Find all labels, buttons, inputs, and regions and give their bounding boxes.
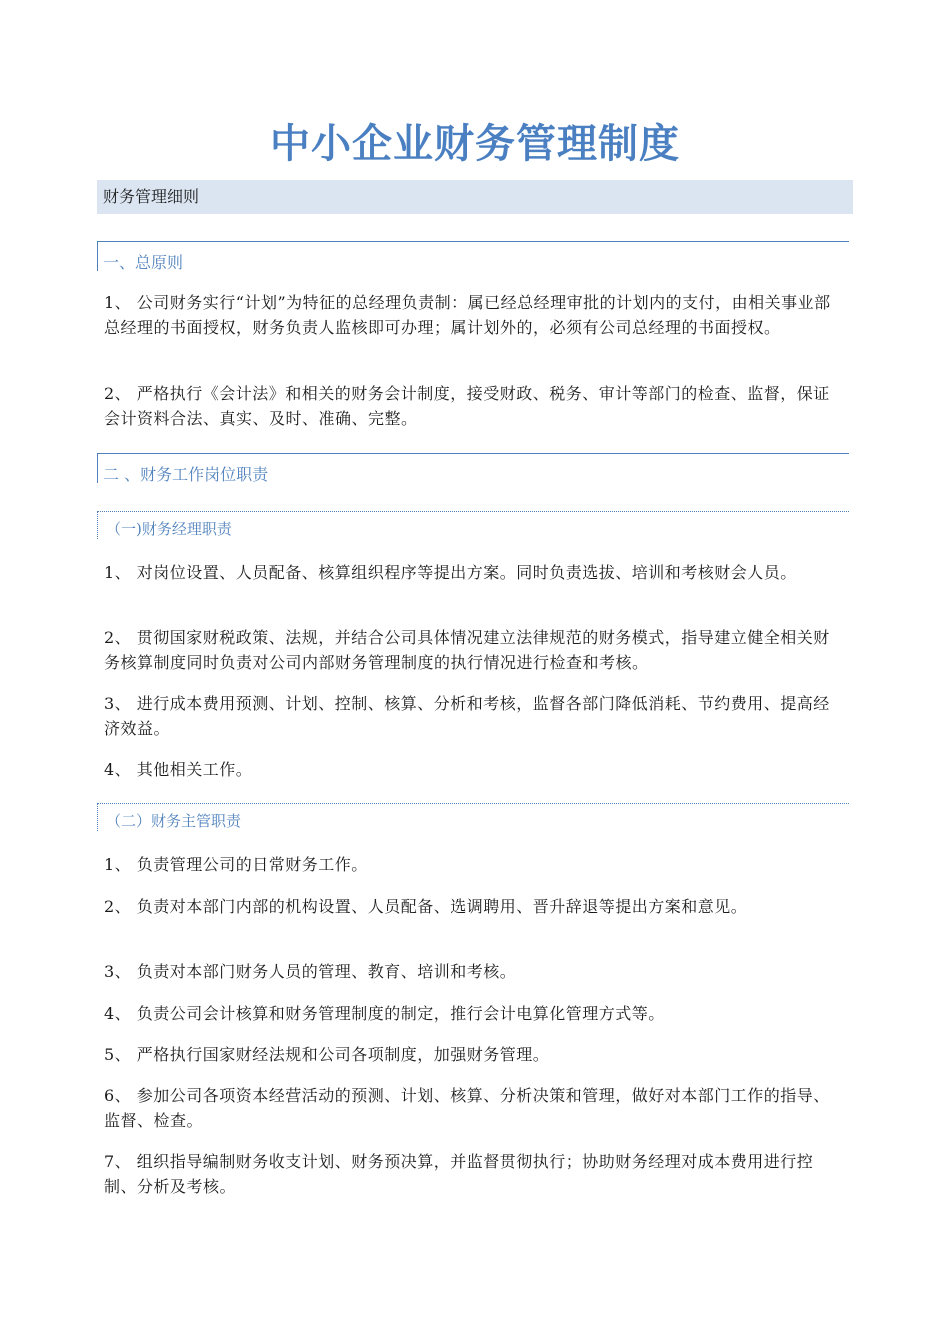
paragraph: 1、 负责管理公司的日常财务工作。	[104, 855, 368, 874]
paragraph: 2、 严格执行《会计法》和相关的财务会计制度，接受财政、税务、审计等部门的检查、监督，保证会计资料合法、真实、及时、准确、完整。	[104, 384, 830, 428]
subsection-heading-finance-manager: （一)财务经理职责	[97, 511, 849, 539]
paragraph: 1、 公司财务实行“计划”为特征的总经理负责制：属已经总经理审批的计划内的支付，由相关事业部总经理的书面授权，财务负责人监核即可办理；属计划外的，必须有公司总经理的书面授权。	[104, 293, 831, 337]
paragraph: 7、 组织指导编制财务收支计划、财务预决算，并监督贯彻执行；协助财务经理对成本费用进行控制、分析及考核。	[104, 1152, 814, 1196]
subsection-heading-finance-supervisor: （二）财务主管职责	[97, 803, 849, 831]
paragraph: 1、 对岗位设置、人员配备、核算组织程序等提出方案。同时负责选拔、培训和考核财会人员。	[104, 563, 797, 582]
paragraph: 2、 贯彻国家财税政策、法规，并结合公司具体情况建立法律规范的财务模式，指导建立健全相关财务核算制度同时负责对公司内部财务管理制度的执行情况进行检查和考核。	[104, 628, 830, 672]
paragraph: 6、 参加公司各项资本经营活动的预测、计划、核算、分析决策和管理，做好对本部门工作的指导、监督、检查。	[104, 1086, 830, 1130]
paragraph: 2、 负责对本部门内部的机构设置、人员配备、选调聘用、晋升辞退等提出方案和意见。	[104, 897, 748, 916]
document-title: 中小企业财务管理制度	[270, 121, 680, 167]
paragraph: 3、 进行成本费用预测、计划、控制、核算、分析和考核，监督各部门降低消耗、节约费用、提高经济效益。	[104, 694, 830, 738]
paragraph: 4、 其他相关工作。	[104, 760, 253, 779]
paragraph: 5、 严格执行国家财经法规和公司各项制度，加强财务管理。	[104, 1045, 550, 1064]
paragraph: 4、 负责公司会计核算和财务管理制度的制定，推行会计电算化管理方式等。	[104, 1004, 665, 1023]
section-heading-general-principles: 一、总原则	[97, 241, 849, 271]
document-subtitle: 财务管理细则	[97, 180, 853, 214]
paragraph: 3、 负责对本部门财务人员的管理、教育、培训和考核。	[104, 962, 517, 981]
section-heading-job-duties: 二 、财务工作岗位职责	[97, 453, 849, 483]
